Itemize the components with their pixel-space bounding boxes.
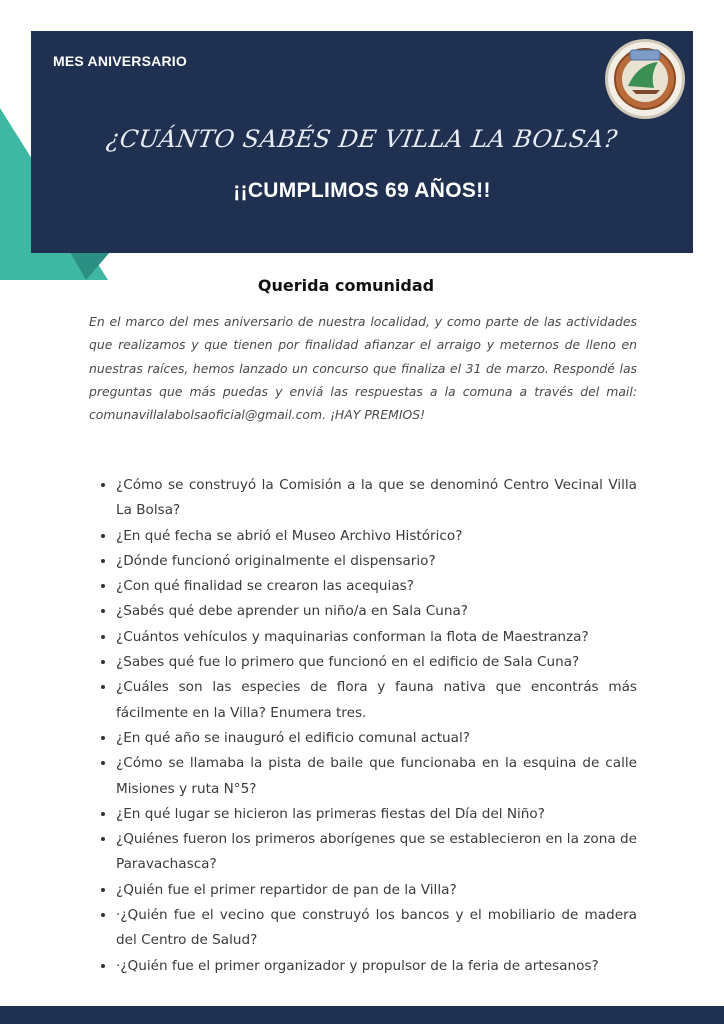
list-item: • ¿Cómo se llamaba la pista de baile que funcionaba en la esquina de calle Misiones y ruta N°5? <box>116 751 637 802</box>
list-item: • ¿Con qué finalidad se crearon las acequias? <box>116 574 637 599</box>
list-item: • ¿Quién fue el primer repartidor de pan de la Villa? <box>116 878 637 903</box>
banner-subtitle: ¡¡CUMPLIMOS 69 AÑOS!! <box>233 179 491 202</box>
list-item: • ·¿Quién fue el primer organizador y propulsor de la feria de artesanos? <box>116 954 637 979</box>
footer-bar <box>0 1006 724 1024</box>
list-item: • ¿Cómo se construyó la Comisión a la que se denominó Centro Vecinal Villa La Bolsa? <box>116 473 637 524</box>
banner-title: ¿CUÁNTO SABÉS DE VILLA LA BOLSA? <box>104 125 620 153</box>
list-item: • ¿En qué fecha se abrió el Museo Archivo Histórico? <box>116 524 637 549</box>
list-item: • ¿Dónde funcionó originalmente el dispensario? <box>116 549 637 574</box>
list-item: • ¿Quiénes fueron los primeros aborígenes que se establecieron en la zona de Paravachasca? <box>116 827 637 878</box>
section-heading: Querida comunidad <box>257 276 435 295</box>
list-item: • ·¿Quién fue el vecino que construyó los bancos y el mobiliario de madera del Centro de Salud? <box>116 903 637 954</box>
list-item: • ¿En qué año se inauguró el edificio comunal actual? <box>116 726 637 751</box>
list-item: • ¿Sabés qué debe aprender un niño/a en Sala Cuna? <box>116 599 637 624</box>
list-item: • ¿Cuántos vehículos y maquinarias conforman la flota de Maestranza? <box>116 625 637 650</box>
list-item: • ¿En qué lugar se hicieron las primeras fiestas del Día del Niño? <box>116 802 637 827</box>
questions-list <box>89 473 637 979</box>
list-item: • ¿Cuáles son las especies de flora y fauna nativa que encontrás más fácilmente en la Villa? Enumera tres. <box>116 675 637 726</box>
municipal-seal-icon <box>605 39 685 119</box>
list-item: • ¿Sabes qué fue lo primero que funcionó en el edificio de Sala Cuna? <box>116 650 637 675</box>
intro-paragraph: En el marco del mes aniversario de nuestra localidad, y como parte de las actividades que realizamos y que tienen por finalidad afianzar el arraigo y meternos de lleno en nuestras raíces, hemos lanzado un concurso que finaliza el 31 de marzo. Respondé las preguntas que más puedas y enviá las respuestas a la comuna a través del mail: comunavillalabolsaoficial@gmail.com. ¡HAY PREMIOS! <box>89 314 637 423</box>
seal-graphic <box>608 42 682 116</box>
banner-kicker: MES ANIVERSARIO <box>53 53 187 69</box>
header-banner <box>31 31 693 253</box>
